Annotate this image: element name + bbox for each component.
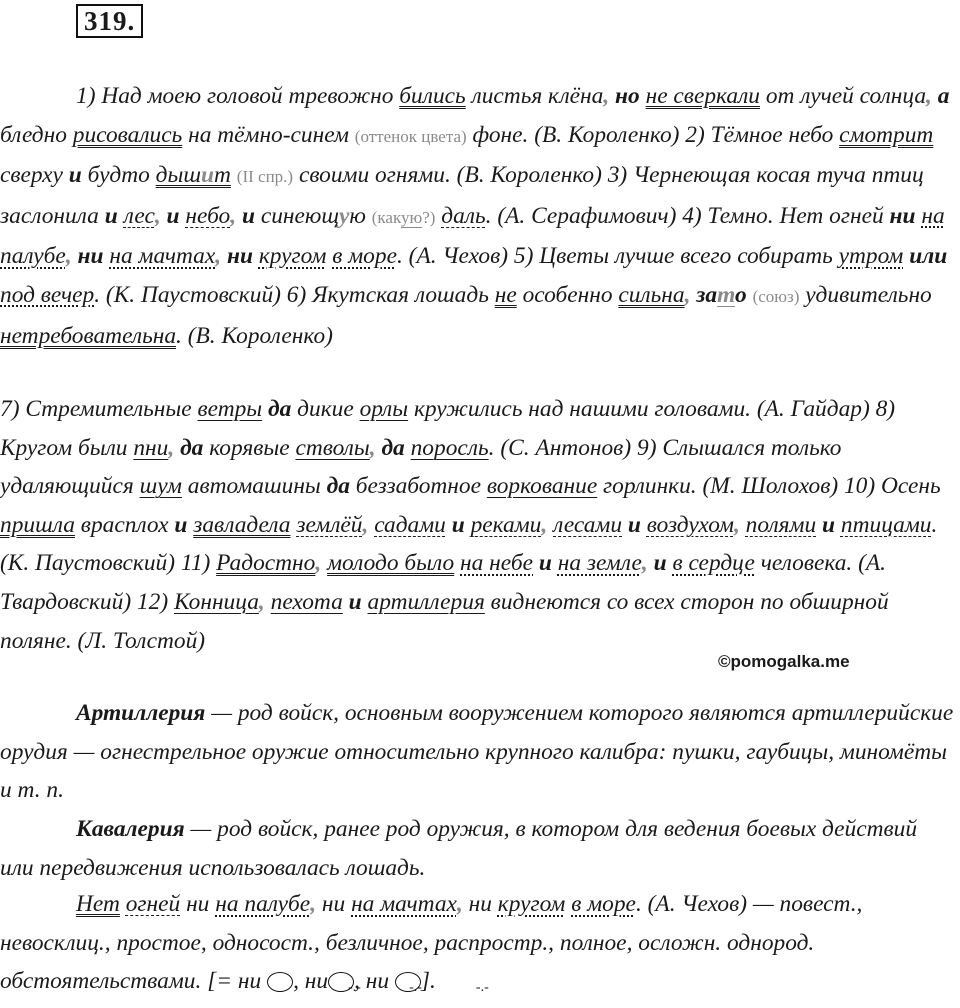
conjunction: и — [68, 162, 82, 189]
comma: , — [168, 434, 175, 461]
adverbial: кругом — [497, 891, 566, 917]
underline-circle-icon — [395, 972, 421, 992]
letter: и — [201, 162, 215, 189]
conjunction: за — [690, 281, 718, 308]
conjunction: а — [931, 83, 950, 109]
text-block-1 — [0, 77, 955, 355]
adverbial: на — [921, 202, 945, 229]
comma: , — [369, 434, 376, 461]
conjunction: о — [735, 281, 747, 308]
subject: шум — [139, 473, 182, 500]
exercise-number: 319. — [76, 4, 143, 38]
conjunction: и — [627, 511, 641, 538]
predicate: нетребовательна — [0, 322, 177, 349]
text: корявые — [203, 434, 296, 461]
note: (союз) — [752, 286, 800, 306]
conjunction: или — [909, 243, 948, 270]
object: полями — [745, 511, 817, 538]
text: . (К. — [0, 511, 938, 577]
conjunction: и — [348, 588, 362, 615]
conjunction: и — [174, 511, 188, 538]
comma: , — [65, 243, 72, 270]
sentence-analysis: Нет огней ни на палубе, ни на мачтах, ни кругом в море. (А. Чехов) — повест., невосклиц., простое, односост., безличное, распростр., полное, осложн. однород. обстоятельствами. [= ни -.-, ни-.- , ни -.-]. — [0, 885, 955, 1001]
analysis-text: . (А. Чехов) — повест., невосклиц., простое, односост., безличное, распростр., полное, осложн. однород. обстоятельствами. [= ни — [0, 891, 863, 995]
note: ую — [401, 207, 423, 227]
adverbial: кругом — [258, 243, 327, 270]
subject: ветры — [197, 396, 263, 422]
comma: , — [315, 550, 322, 577]
object: небо — [185, 202, 231, 229]
text: . (К. Паустовский) 6) Якутская лошадь — [94, 281, 495, 308]
adverbial: на мачтах — [109, 243, 216, 270]
predicate: молодо было — [327, 550, 455, 577]
subject: пни — [133, 434, 169, 461]
predicate: Радостно — [216, 550, 316, 577]
text: лучей солнца — [800, 83, 927, 109]
definition-cavalry — [0, 810, 955, 887]
subject: Конница — [174, 588, 259, 615]
text: (А. Гайдар) 8) Кругом были — [0, 396, 896, 461]
predicate: Нет — [76, 891, 120, 917]
definition-artillery — [0, 694, 955, 810]
note: (оттенок цвета) — [354, 126, 467, 146]
conjunction: но — [609, 83, 646, 109]
text: . (А. Чехов) 5) Цветы лучше всего — [396, 243, 732, 270]
note: (как — [371, 207, 401, 227]
object: птицами — [840, 511, 932, 538]
predicate: т — [214, 162, 231, 189]
text: собирать — [737, 243, 839, 270]
text: удивительно — [799, 281, 932, 308]
comma: , — [154, 202, 161, 229]
text: дикие — [291, 396, 360, 422]
conjunction: ни — [71, 243, 104, 270]
adverbial: в море — [571, 891, 636, 917]
text: на тёмно-синем — [182, 121, 355, 148]
text: сверху — [0, 162, 69, 189]
subject: поросль — [410, 434, 489, 461]
conjunction: да — [375, 434, 405, 461]
note: (II спр.) — [236, 167, 294, 187]
letter: т — [717, 281, 736, 308]
adverbial: под вечер — [0, 281, 95, 308]
underline-circle-icon — [267, 972, 293, 992]
comma: , — [258, 588, 265, 615]
conjunction: да — [174, 434, 204, 461]
text: человека. (А. Твардовский) 12) — [0, 550, 887, 615]
comma: , — [310, 891, 317, 917]
adverbial: в море — [332, 243, 397, 270]
text: автомашины — [181, 473, 327, 500]
text: беззаботное — [349, 473, 481, 500]
comma: , — [684, 281, 691, 308]
text: врасплох — [74, 511, 175, 538]
text-block-2 — [0, 390, 955, 660]
term: Артиллерия — [76, 700, 206, 726]
text: 9) Слышался только удаляющийся — [0, 434, 842, 500]
object: лес — [123, 202, 155, 229]
adverbial: утром — [838, 243, 904, 270]
object: лесами — [553, 511, 623, 538]
adverbial: на небе — [460, 550, 533, 577]
comma: , — [641, 550, 648, 577]
comma: , — [541, 511, 548, 538]
text: будто — [81, 162, 156, 189]
comma: , — [733, 511, 740, 538]
conjunction: и — [236, 202, 255, 229]
text: кружились над нашими головами. — [408, 396, 751, 422]
text: Паустовский) 11) — [35, 550, 217, 577]
text: всех сторон по обширной поляне. (Л. Толстой) — [0, 588, 889, 654]
text: фоне. (В. — [466, 121, 563, 148]
predicate: не сверкали — [645, 83, 760, 109]
text: бледно — [0, 121, 73, 148]
adverbial: в сердце — [672, 550, 755, 577]
text: Короленко) 2) Тёмное небо — [567, 121, 840, 148]
text: ю — [349, 202, 372, 229]
subject: пехота — [270, 588, 343, 615]
text: листья клёна — [465, 83, 604, 109]
comma: , — [603, 83, 610, 109]
conjunction: да — [326, 473, 350, 500]
definition-text: — род войск, ранее род оружия, в котором для ведения боевых действий или передвижения использовалась лошадь. — [0, 816, 918, 881]
object: землёй — [296, 511, 363, 538]
subject: стволы — [295, 434, 370, 461]
object: реками — [470, 511, 542, 538]
text: виднеются со — [484, 588, 629, 615]
conjunction: и — [538, 550, 552, 577]
predicate: пришла — [0, 511, 75, 538]
predicate: бились — [399, 83, 466, 109]
note: ?) — [422, 207, 436, 227]
conjunction: и — [451, 511, 465, 538]
text: синеющ — [254, 202, 340, 229]
predicate: смотрит — [839, 121, 934, 148]
adverbial: на земле — [557, 550, 642, 577]
subject: орлы — [359, 396, 409, 422]
conjunction: и — [104, 202, 118, 229]
conjunction: и — [647, 550, 667, 577]
text: своими — [293, 162, 370, 189]
conjunction: и — [160, 202, 180, 229]
object: даль — [441, 202, 486, 229]
predicate: рисовались — [72, 121, 183, 148]
conjunction: да — [268, 396, 292, 422]
text: 7) Стремительные — [0, 396, 198, 422]
text: огнями. (В. Короленко) 3) Чернеющая косая туча птиц заслонила — [0, 162, 924, 229]
predicate: завладела — [193, 511, 291, 538]
predicate: сильна — [618, 281, 685, 308]
text: . (В. Короленко) — [176, 322, 333, 349]
conjunction: ни — [221, 243, 253, 270]
underline-circle-icon — [328, 972, 354, 992]
text: особенно — [522, 281, 619, 308]
comma: , — [362, 511, 369, 538]
predicate: дыш — [155, 162, 202, 189]
object: садами — [374, 511, 446, 538]
watermark: ©pomogalka.me — [718, 652, 850, 671]
conjunction: ни — [889, 202, 916, 229]
term: Кавалерия — [76, 816, 185, 842]
text: . (А. Серафимович) 4) Темно. Нет огней — [485, 202, 890, 229]
text: . (С. Антонов) — [488, 434, 632, 461]
adverbial: на мачтах — [351, 891, 457, 917]
comma: , — [230, 202, 237, 229]
comma: , — [456, 891, 463, 917]
adverbial: палубе — [0, 243, 66, 270]
object: огней — [125, 891, 181, 917]
predicate: не — [494, 281, 517, 308]
adverbial: на палубе — [215, 891, 311, 917]
comma: , — [926, 83, 932, 109]
text: 1) Над моею головой тревожно — [76, 83, 400, 109]
comma: , — [215, 243, 222, 270]
text: горлинки. (М. Шолохов) 10) Осень — [597, 473, 941, 500]
subject: воркование — [486, 473, 598, 500]
text: от — [760, 83, 795, 109]
conjunction: и — [822, 511, 836, 538]
subject: артиллерия — [367, 588, 485, 615]
definition-text: — род войск, основным вооружением которого являются артиллерийские орудия — огнестрельное оружие относительно крупного калибра: пушки, гаубицы, миномёты и т. п. — [0, 700, 954, 804]
object: воздухом — [646, 511, 734, 538]
letter: у — [339, 202, 350, 229]
